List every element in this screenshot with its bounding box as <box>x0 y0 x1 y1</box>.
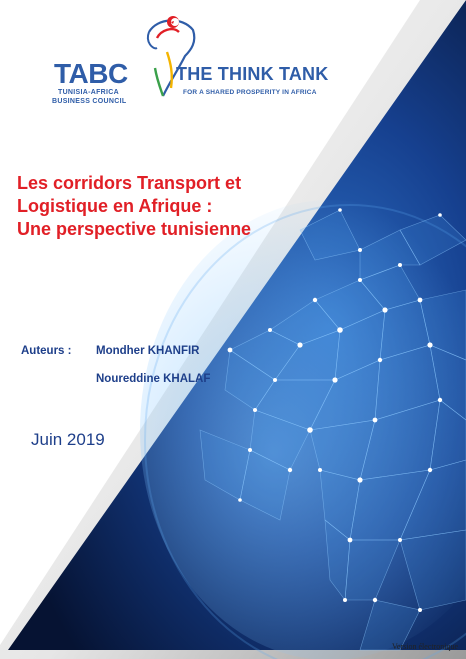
author-name-1: Mondher KHANFIR <box>96 345 200 357</box>
tabc-subtitle-line2: BUSINESS COUNCIL <box>52 98 127 105</box>
title-line-3: Une perspective tunisienne <box>17 219 252 239</box>
version-label: Version électronique <box>392 642 458 651</box>
tabc-logo-text: TABC <box>54 58 128 89</box>
publication-date: Juin 2019 <box>31 430 105 449</box>
authors-label: Auteurs : <box>21 345 72 357</box>
author-name-2: Noureddine KHALAF <box>96 373 211 385</box>
logo-block <box>52 8 352 104</box>
title-line-2: Logistique en Afrique : <box>17 196 213 216</box>
document-title <box>17 172 317 241</box>
think-tank-logo-text: THE THINK TANK <box>176 64 329 84</box>
tabc-subtitle-line1: TUNISIA-AFRICA <box>58 89 119 96</box>
think-tank-tagline: FOR A SHARED PROSPERITY IN AFRICA <box>183 89 317 96</box>
title-line-1: Les corridors Transport et <box>17 173 242 193</box>
